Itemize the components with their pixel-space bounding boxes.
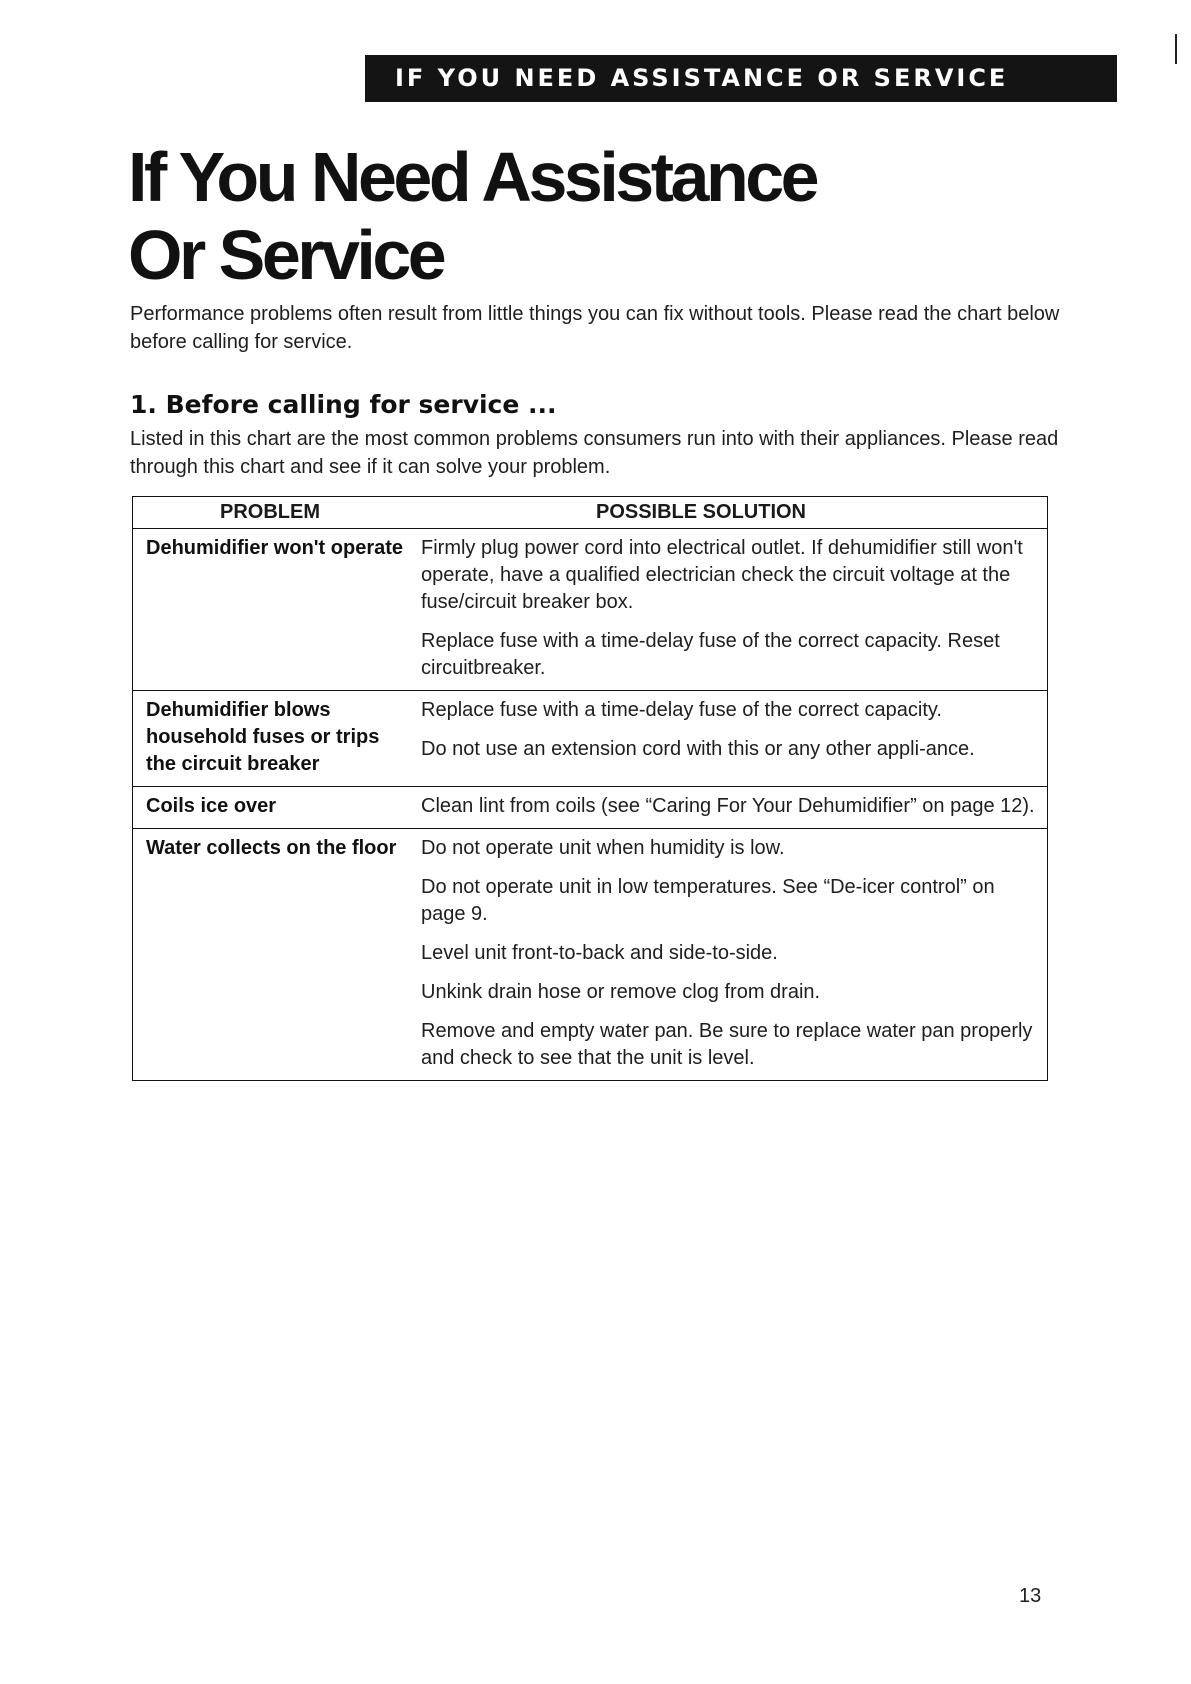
section-banner: IF YOU NEED ASSISTANCE OR SERVICE (365, 55, 1117, 102)
solution-item: Firmly plug power cord into electrical outlet. If dehumidifier still won't operate, have a qualified electrician check the circuit voltage at the fuse/circuit breaker box. (421, 537, 1023, 613)
problem-cell: Dehumidifier won't operate (146, 537, 404, 559)
solution-item: Level unit front-to-back and side-to-side. (421, 942, 778, 964)
solution-item: Remove and empty water pan. Be sure to replace water pan properly and check to see that the unit is level. (421, 1020, 1033, 1069)
solution-item: Clean lint from coils (see “Caring For Your Dehumidifier” on page 12). (421, 795, 1035, 817)
section-intro-paragraph: Listed in this chart are the most common problems consumers run into with their appliances. Please read through this chart and see if it can solve your problem. (130, 428, 1059, 478)
problem-cell: Coils ice over (146, 795, 277, 817)
section-heading: 1. Before calling for service ... (130, 390, 557, 419)
page-number: 13 (1019, 1585, 1042, 1607)
table-row (133, 787, 1047, 829)
intro-paragraph: Performance problems often result from little things you can fix without tools. Please read the chart below before calling for service. (130, 303, 1060, 353)
solution-item: Do not operate unit in low temperatures. See “De-icer control” on page 9. (421, 876, 995, 925)
column-header-problem: PROBLEM (220, 501, 320, 523)
solution-cell (421, 529, 1041, 690)
table-row (133, 829, 1047, 1080)
solution-item: Replace fuse with a time-delay fuse of the correct capacity. (421, 699, 942, 721)
solution-item: Unkink drain hose or remove clog from drain. (421, 981, 821, 1003)
solution-cell (421, 691, 1041, 786)
solution-cell (421, 829, 1041, 1080)
troubleshooting-table (132, 496, 1048, 1081)
solution-item: Do not use an extension cord with this or any other appli-ance. (421, 738, 975, 760)
page-title-line-1: If You Need Assistance (128, 138, 817, 216)
page-title (128, 138, 816, 294)
solution-item: Replace fuse with a time-delay fuse of the correct capacity. Reset circuitbreaker. (421, 630, 1000, 679)
page-title-line-2: Or Service (128, 216, 444, 294)
page-edge-mark (1175, 34, 1177, 64)
problem-cell: Water collects on the floor (146, 837, 397, 859)
table-row (133, 529, 1047, 691)
column-header-solution: POSSIBLE SOLUTION (595, 501, 807, 523)
solution-cell (421, 787, 1041, 828)
solution-item: Do not operate unit when humidity is low. (421, 837, 785, 859)
problem-cell: Dehumidifier blows household fuses or trips the circuit breaker (146, 699, 380, 775)
table-row (133, 691, 1047, 787)
table-header-row (133, 497, 1047, 529)
